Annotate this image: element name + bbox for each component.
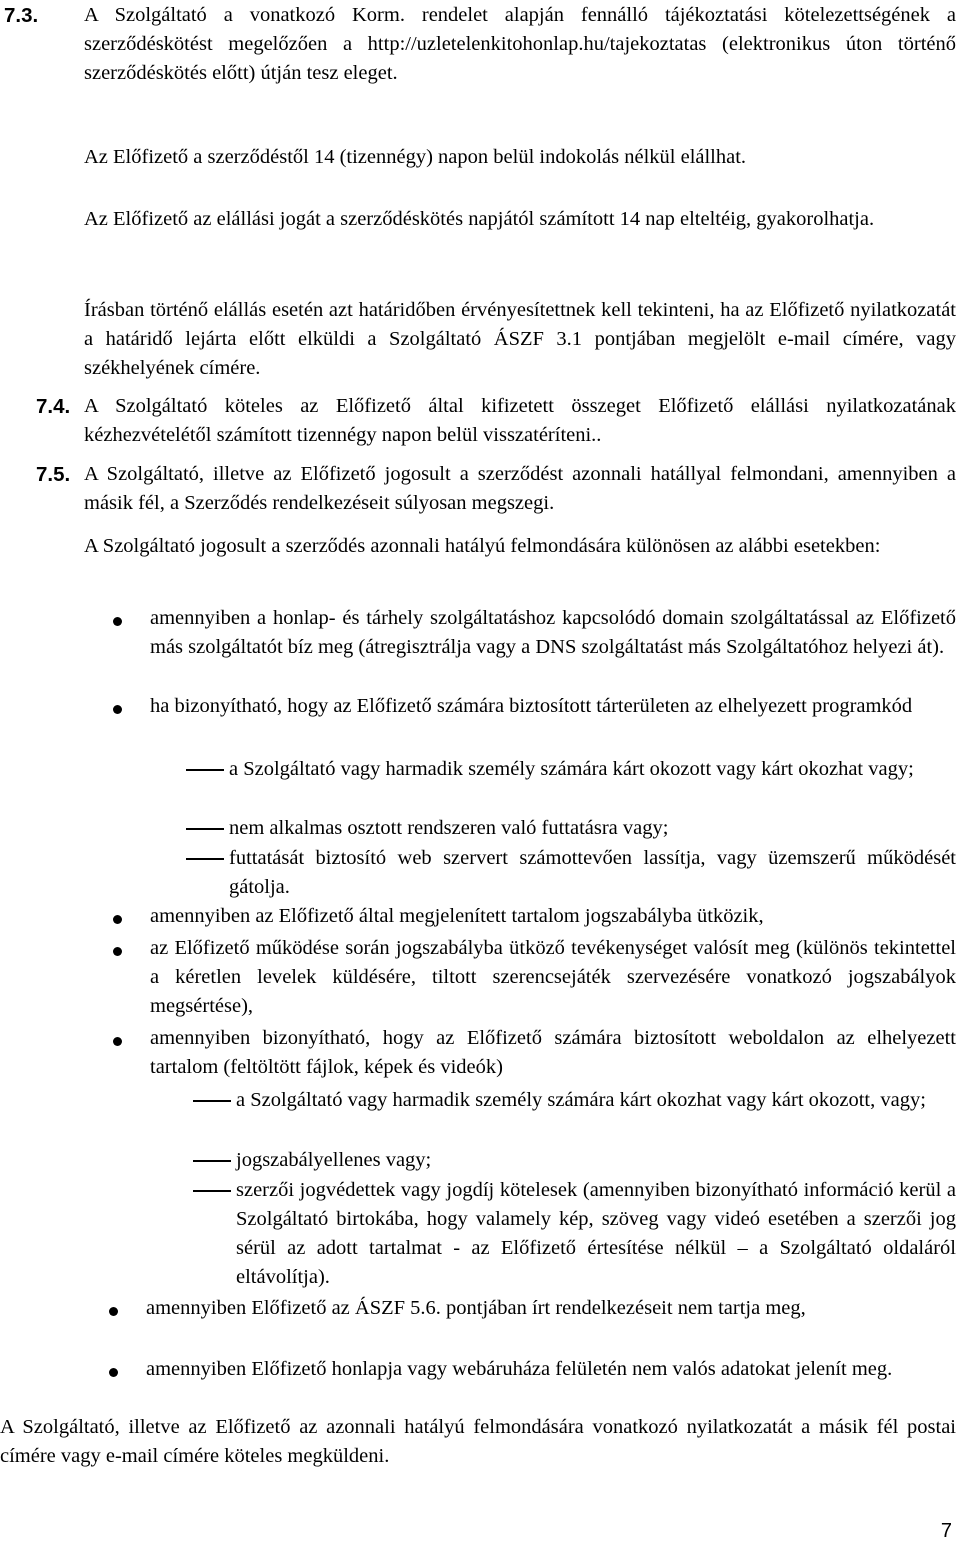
dash-icon (186, 858, 224, 860)
bullet-icon (113, 705, 122, 714)
sub-list-item: futtatását biztosító web szervert számottevően lassítja, vagy üzemszerű működését gátolja. (229, 847, 956, 898)
section-7-4-text: A Szolgáltató köteles az Előfizető által kifizetett összeget Előfizető elállási nyilatkozatának kézhezvételétől számított tizennégy napon belül visszatéríteni.. (84, 395, 956, 446)
list-item: amennyiben Előfizető az ÁSZF 5.6. pontjában írt rendelkezéseit nem tartja meg, (146, 1297, 806, 1319)
list-item: az Előfizető működése során jogszabályba ütköző tevékenységet valósít meg (különös tekintettel a kéretlen levelek küldésére, tiltott szerencsejáték szervezésére vonatkozó jogszabályok megsértése), (150, 937, 956, 1017)
section-7-4 (36, 392, 956, 450)
paragraph-withdrawal-period: Az Előfizető az elállási jogát a szerződéskötés napjától számított 14 nap elteltéig, gyakorolhatja. (84, 208, 875, 230)
section-7-5-text: A Szolgáltató, illetve az Előfizető jogosult a szerződést azonnali hatállyal felmondani, amennyiben a másik fél, a Szerződés rendelkezéseit súlyosan megszegi. (84, 463, 956, 514)
bullet-icon (109, 1307, 118, 1316)
section-7-5 (36, 460, 956, 518)
list-item: ha bizonyítható, hogy az Előfizető számára biztosított tárterületen az elhelyezett programkód (150, 695, 913, 717)
section-number-7-4: 7.4. (36, 395, 71, 418)
section-number-7-3: 7.3. (4, 4, 39, 27)
paragraph-written-withdrawal: Írásban történő elállás esetén azt határidőben érvényesítettnek kell tekinteni, ha az Előfizető nyilatkozatát a határidő lejárta előtt elküldi a Szolgáltató ÁSZF 3.1 pontjában megjelölt e-mail címére, vagy székhelyének címére. (84, 299, 956, 379)
list-item: amennyiben az Előfizető által megjelenített tartalom jogszabályba ütközik, (150, 905, 764, 927)
list-item: amennyiben bizonyítható, hogy az Előfizető számára biztosított weboldalon az elhelyezett tartalom (feltöltött fájlok, képek és videók) (150, 1027, 956, 1078)
dash-icon (193, 1190, 231, 1192)
bullet-icon (113, 1037, 122, 1046)
dash-icon (186, 769, 224, 771)
bullet-icon (113, 915, 122, 924)
paragraph-termination-cases: A Szolgáltató jogosult a szerződés azonnali hatályú felmondására különösen az alábbi esetekben: (84, 535, 881, 557)
sub-list-item: a Szolgáltató vagy harmadik személy számára kárt okozhat vagy kárt okozott, vagy; (236, 1089, 926, 1111)
bullet-icon (113, 947, 122, 956)
section-7-3-text: A Szolgáltató a vonatkozó Korm. rendelet alapján fennálló tájékoztatási kötelezettségének a szerződéskötést megelőzően a http://uzletelenkitohonlap.hu/tajekoztatas (elektronikus úton történő szerződéskötés előtt) útján tesz eleget. (84, 4, 956, 84)
sub-list-item: nem alkalmas osztott rendszeren való futtatásra vagy; (229, 817, 669, 839)
dash-icon (193, 1100, 231, 1102)
sub-list-item: a Szolgáltató vagy harmadik személy számára kárt okozott vagy kárt okozhat vagy; (229, 758, 914, 780)
dash-icon (193, 1160, 231, 1162)
section-number-7-5: 7.5. (36, 463, 71, 486)
paragraph-closing: A Szolgáltató, illetve az Előfizető az azonnali hatályú felmondására vonatkozó nyilatkozatát a másik fél postai címére vagy e-mail címére köteles megküldeni. (0, 1416, 956, 1467)
sub-list-item: szerzői jogvédettek vagy jogdíj kötelesek (amennyiben bizonyítható információ kerül a Szolgáltató birtokába, hogy valamely kép, szöveg vagy videó esetében a szerzői jog sérül az adott tartalmat - az Előfizető értesítése nélkül – a Szolgáltató oldaláról eltávolítja). (236, 1179, 956, 1288)
dash-icon (186, 828, 224, 830)
bullet-icon (113, 617, 122, 626)
list-item: amennyiben Előfizető honlapja vagy webáruháza felületén nem valós adatokat jelenít meg. (146, 1358, 893, 1380)
list-item: amennyiben a honlap- és tárhely szolgáltatáshoz kapcsolódó domain szolgáltatással az Előfizető más szolgáltatót bíz meg (átregisztrálja vagy a DNS szolgáltatást más Szolgáltatóhoz helyezi át). (150, 607, 956, 658)
sub-list-item: jogszabályellenes vagy; (236, 1149, 432, 1171)
section-7-3 (4, 1, 956, 88)
page-number: 7 (940, 1520, 952, 1542)
bullet-icon (109, 1368, 118, 1377)
paragraph-withdrawal-right: Az Előfizető a szerződéstől 14 (tizennégy) napon belül indokolás nélkül elállhat. (84, 146, 747, 168)
